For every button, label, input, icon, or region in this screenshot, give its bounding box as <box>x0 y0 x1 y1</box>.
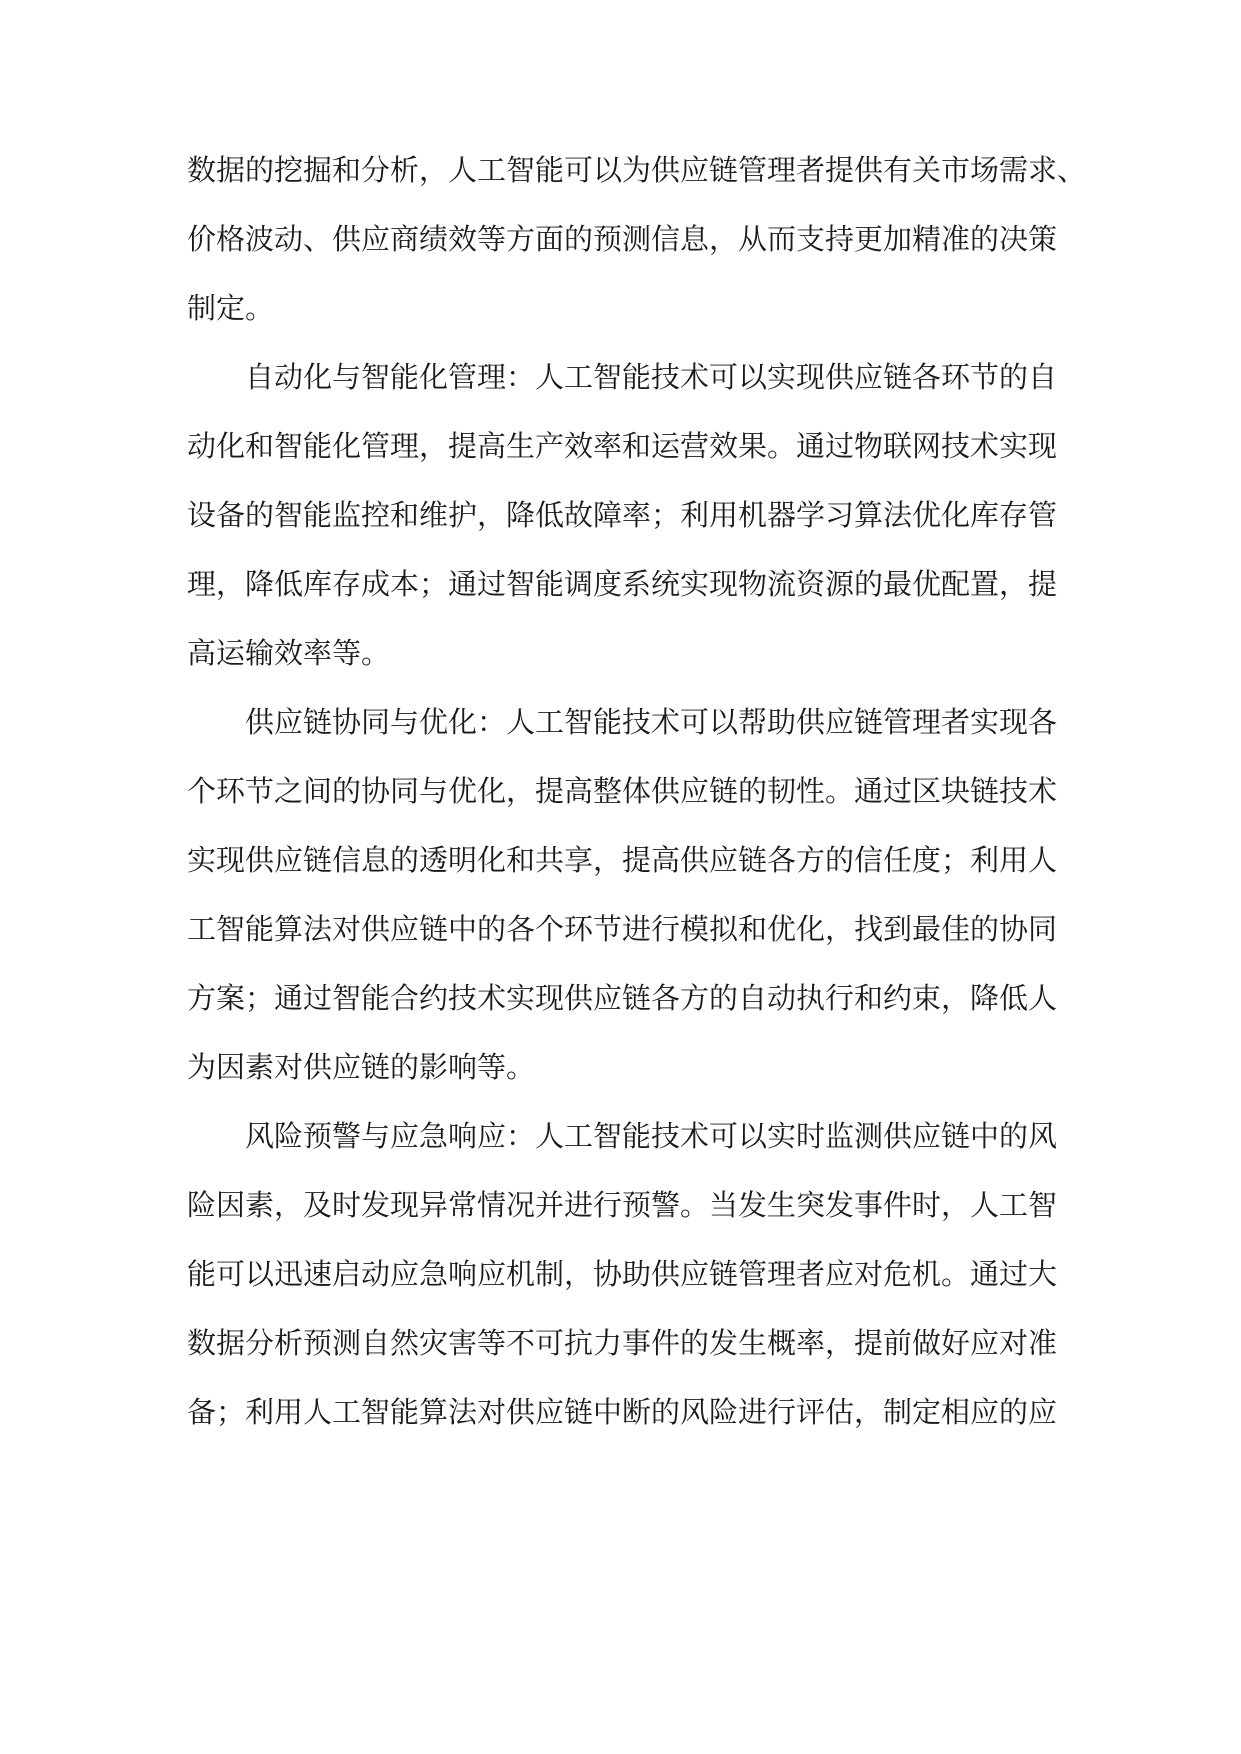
paragraph-automation <box>187 343 1057 688</box>
text-line: 备；利用人工智能算法对供应链中断的风险进行评估，制定相应的应 <box>187 1395 1058 1429</box>
text-line: 高运输效率等。 <box>187 636 391 670</box>
body-text <box>187 136 1087 1447</box>
paragraph-intro-continuation <box>187 136 1087 343</box>
text-line: 为因素对供应链的影响等。 <box>187 1050 536 1084</box>
text-line: 能可以迅速启动应急响应机制，协助供应链管理者应对危机。通过大 <box>187 1257 1058 1291</box>
text-line: 数据的挖掘和分析，人工智能可以为供应链管理者提供有关市场需求、 <box>187 153 1087 187</box>
text-line: 制定。 <box>187 291 275 325</box>
text-line: 自动化与智能化管理：人工智能技术可以实现供应链各环节的自 <box>245 360 1058 394</box>
text-line: 价格波动、供应商绩效等方面的预测信息，从而支持更加精准的决策 <box>187 222 1058 256</box>
text-line: 方案；通过智能合约技术实现供应链各方的自动执行和约束，降低人 <box>187 981 1058 1015</box>
paragraph-risk-warning <box>187 1102 1057 1447</box>
text-line: 设备的智能监控和维护，降低故障率；利用机器学习算法优化库存管 <box>187 498 1058 532</box>
text-line: 供应链协同与优化：人工智能技术可以帮助供应链管理者实现各 <box>245 705 1058 739</box>
text-line: 动化和智能化管理，提高生产效率和运营效果。通过物联网技术实现 <box>187 429 1058 463</box>
text-line: 数据分析预测自然灾害等不可抗力事件的发生概率，提前做好应对准 <box>187 1326 1058 1360</box>
text-line: 实现供应链信息的透明化和共享，提高供应链各方的信任度；利用人 <box>187 843 1058 877</box>
text-line: 风险预警与应急响应：人工智能技术可以实时监测供应链中的风 <box>245 1119 1058 1153</box>
text-line: 险因素，及时发现异常情况并进行预警。当发生突发事件时，人工智 <box>187 1188 1058 1222</box>
text-line: 个环节之间的协同与优化，提高整体供应链的韧性。通过区块链技术 <box>187 774 1058 808</box>
paragraph-collaboration <box>187 688 1057 1102</box>
text-line: 理，降低库存成本；通过智能调度系统实现物流资源的最优配置，提 <box>187 567 1058 601</box>
text-line: 工智能算法对供应链中的各个环节进行模拟和优化，找到最佳的协同 <box>187 912 1058 946</box>
